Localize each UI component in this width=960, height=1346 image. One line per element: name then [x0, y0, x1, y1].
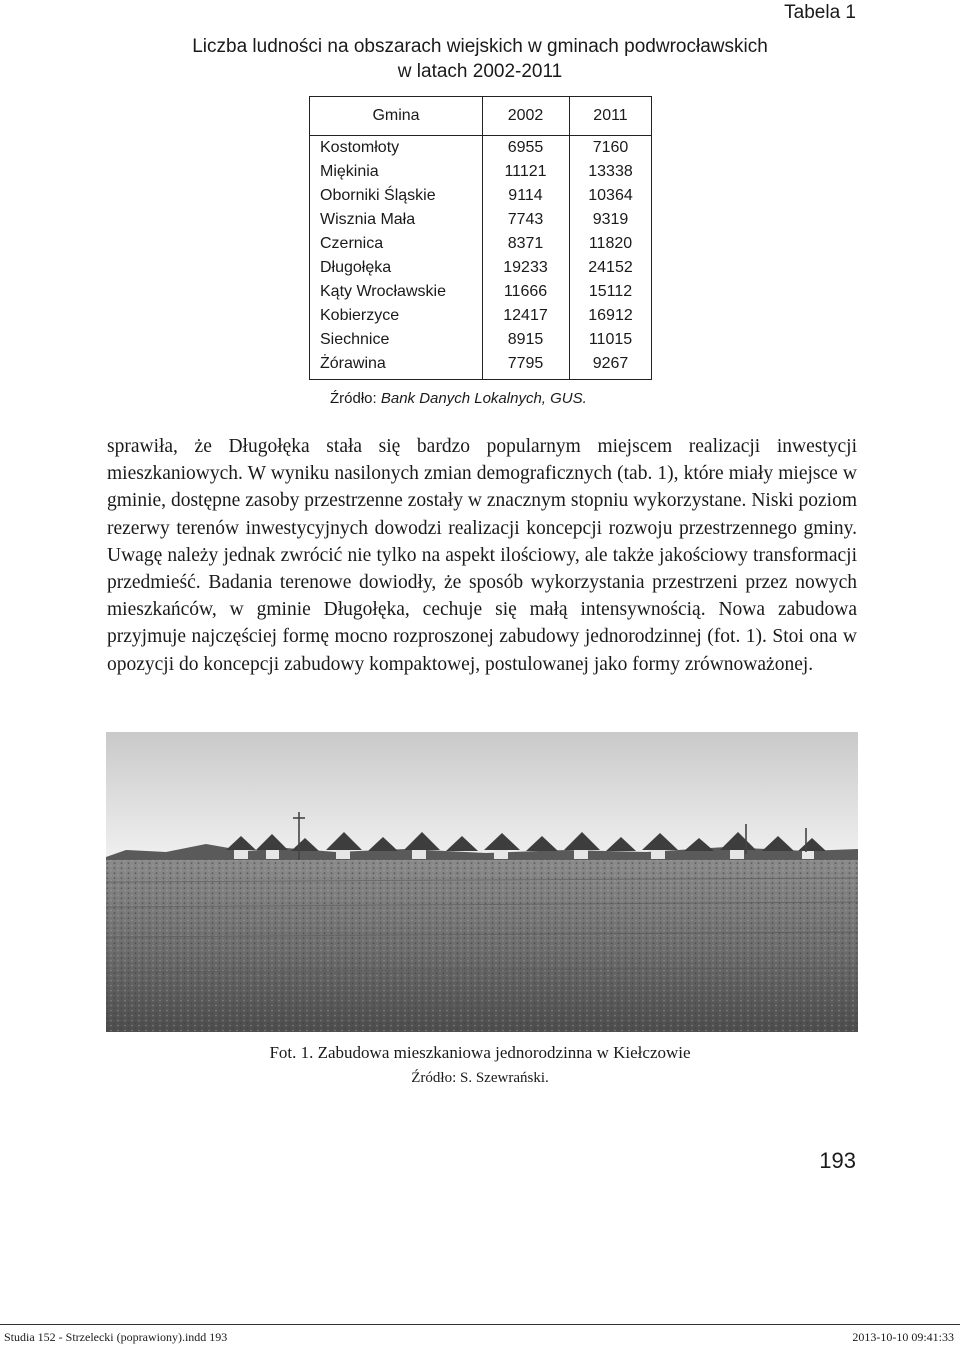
row-value-2002: 9114	[508, 187, 543, 204]
row-value-2002: 8915	[507, 331, 544, 348]
row-value-2011: 7160	[592, 139, 629, 156]
table-row	[310, 163, 651, 187]
row-value-2011: 11820	[588, 235, 633, 252]
table-title-line-1: Liczba ludności na obszarach wiejskich w gminach podwrocławskich	[192, 36, 768, 57]
header-year-2002: 2002	[507, 107, 544, 124]
row-value-2002: 6955	[507, 139, 544, 156]
row-gmina: Kąty Wrocławskie	[320, 283, 446, 300]
table-header	[310, 97, 651, 136]
row-value-2002: 8371	[507, 235, 544, 252]
row-gmina: Miękinia	[320, 163, 379, 180]
footer-timestamp: 2013-10-10 09:41:33	[852, 1330, 954, 1344]
row-gmina: Długołęka	[320, 259, 392, 276]
header-gmina: Gmina	[372, 107, 420, 124]
table-title-line-2: w latach 2002-2011	[397, 61, 563, 82]
photo-caption: Fot. 1. Zabudowa mieszkaniowa jednorodzinna w Kiełczowie	[269, 1043, 691, 1062]
row-value-2011: 10364	[588, 187, 633, 204]
table-title	[150, 34, 810, 84]
row-value-2002: 12417	[503, 307, 548, 324]
row-value-2011: 9319	[592, 211, 629, 228]
table-row	[310, 355, 651, 379]
row-gmina: Kobierzyce	[320, 307, 400, 324]
row-value-2002: 11121	[504, 163, 547, 180]
row-gmina: Kostomłoty	[320, 139, 400, 156]
row-value-2002: 7743	[507, 211, 544, 228]
population-table	[309, 96, 652, 380]
table-row	[310, 187, 651, 211]
table-source-value: Bank Danych Lokalnych, GUS.	[380, 390, 587, 407]
row-value-2011: 11015	[588, 331, 633, 348]
row-value-2011: 13338	[588, 163, 633, 180]
table-label: Tabela 1	[784, 2, 856, 23]
footer-file-info: Studia 152 - Strzelecki (poprawiony).indd 193	[4, 1330, 228, 1344]
row-value-2011: 9267	[592, 355, 629, 372]
row-value-2011: 24152	[588, 259, 633, 276]
photo-source: Źródło: S. Szewrański.	[411, 1070, 549, 1086]
table-row	[310, 259, 651, 283]
table-source	[330, 390, 587, 407]
row-gmina: Żórawina	[320, 355, 386, 372]
row-value-2011: 15112	[588, 283, 633, 300]
row-value-2002: 19233	[503, 259, 548, 276]
page-number: 193	[819, 1148, 856, 1173]
row-gmina: Czernica	[320, 235, 384, 252]
header-year-2011: 2011	[593, 107, 628, 124]
table-row	[310, 331, 651, 355]
row-value-2011: 16912	[588, 307, 633, 324]
table-row	[310, 139, 651, 163]
table-source-label: Źródło:	[330, 390, 377, 407]
table-row	[310, 211, 651, 235]
row-value-2002: 7795	[507, 355, 544, 372]
row-value-2002: 11666	[503, 283, 548, 300]
body-paragraph: sprawiła, że Długołęka stała się bardzo popularnym miejscem realizacji inwestycji mieszkaniowych. W wyniku nasilonych zmian demograficznych (tab. 1), które miały miejsce w gminie, dostępne zasoby przestrzenne zostały w znacznym stopniu wykorzystane. Niski poziom rezerwy terenów inwestycyjnych dowodzi realizacji koncepcji rozwoju przestrzennego gminy. Uwagę należy jednak zwrócić nie tylko na aspekt ilościowy, ale także jakościowy transformacji przedmieść. Badania terenowe dowiodły, że sposób wykorzystania przestrzeni przez nowych mieszkańców, w gminie Długołęka, cechuje się małą intensywnością. Nowa zabudowa przyjmuje najczęściej formę mocno rozproszonej zabudowy jednorodzinnej (fot. 1). Stoi ona w opozycji do koncepcji zabudowy kompaktowej, postulowanej jako formy zrównoważonej.	[107, 436, 857, 675]
field-houses-photo	[106, 732, 858, 1032]
footer-divider	[0, 1324, 960, 1325]
table-row	[310, 307, 651, 331]
row-gmina: Siechnice	[320, 331, 390, 348]
row-gmina: Oborniki Śląskie	[320, 187, 436, 204]
table-row	[310, 283, 651, 307]
table-row	[310, 235, 651, 259]
row-gmina: Wisznia Mała	[320, 211, 416, 228]
